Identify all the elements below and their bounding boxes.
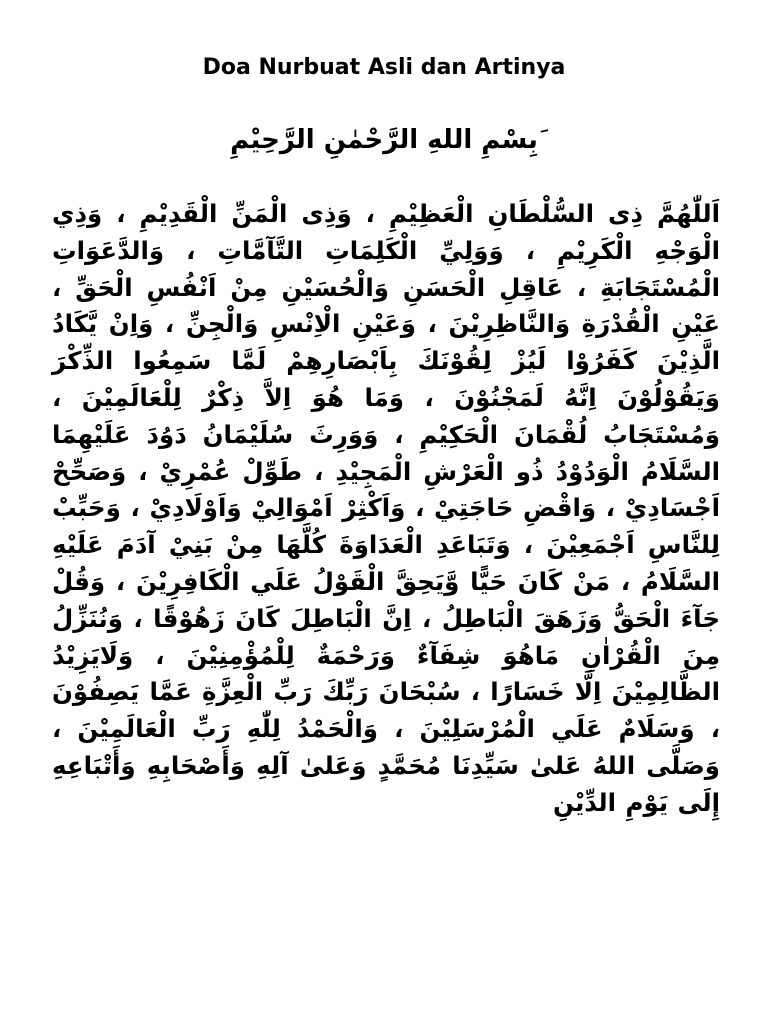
basmala-line: َبِسْمِ اللهِ الرَّحْمٰنِ الرَّحِيْمِ: [230, 125, 538, 155]
prayer-text: اَللّٰهُمَّ ذِى السُّلْطَانِ الْعَظِيْمِ ، وَذِى الْمَنِّ الْقَدِيْمِ ، وَذِي الْوَجْهِ الْكَرِيْمِ ، وَوَلِيِّ الْكَلِمَاتِ التَّآمَّاتِ ، وَالدَّعَوَاتِ الْمُسْتَجَابَةِ ، عَاقِلِ الْحَسَنِ وَالْحُسَيْنِ مِنْ اَنْفُسِ الْحَقِّ ، عَيْنِ الْقُدْرَةِ وَالنَّاظِرِيْنَ ، وَعَيْنِ الْاِنْسِ وَالْجِنِّ ، وَاِنْ يَّكَادُ الَّذِيْنَ كَفَرُوْا لَيُزْ لِقُوْنَكَ بِاَبْصَارِهِمْ لَمَّا سَمِعُوا الذِّكْرَ وَيَقُوْلُوْنَ اِنَّهُ لَمَجْنُوْنَ ، وَمَا هُوَ اِلاَّ ذِكْرٌ لِلْعَالَمِيْنَ ، وَمُسْتَجَابُ لُقْمَانَ الْحَكِيْمِ ، وَوَرِثَ سُلَيْمَانُ دَوُدَ عَلَيْهِمَا السَّلَامُ الْوَدُوْدُ ذُو الْعَرْشِ الْمَجِيْدِ ، طَوِّلْ عُمْرِيْ ، وَصَحِّحْ اَجْسَادِيْ ، وَاقْضِ حَاجَتِيْ ، وَاَكْثِرْ اَمْوَالِيْ وَاَوْلَادِيْ ، وَحَبِّبْ لِلنَّاسِ اَجْمَعِيْنَ ، وَتَبَاعَدِ الْعَدَاوَةَ كُلَّهَا مِنْ بَنِيْ آدَمَ عَلَيْهِ السَّلَامُ ، مَنْ كَانَ حَيًّا وَّيَحِقَّ الْقَوْلُ عَلَي الْكَافِرِيْنَ ، وَقُلْ جَآءَ الْحَقُّ وَزَهَقَ الْبَاطِلُ ، اِنَّ الْبَاطِلَ كَانَ زَهُوْقًا ، وَنُنَزِّلُ مِنَ الْقُرْاٰنِ مَاهُوَ شِفَآءٌ وَرَحْمَةٌ لِلْمُؤْمِنِيْنَ ، وَلَايَزِيْدُ الظَّالِمِيْنَ اِلَّا خَسَارًا ، سُبْحَانَ رَبِّكَ رَبِّ الْعِزَّةِ عَمَّا يَصِفُوْنَ ، وَسَلَامٌ عَلَي الْمُرْسَلِيْنَ ، وَالْحَمْدُ لِلّٰهِ رَبِّ الْعَالَمِيْنَ ، وَصَلَّى اللهُ عَلىٰ سَيِّدِنَا مُحَمَّدٍ وَعَلىٰ آلِهِ وَأَصْحَابِهِ وَأَتْبَاعِهِ إِلَى يَوْمِ الدِّيْنِ: [52, 199, 720, 817]
document-title: Doa Nurbuat Asli dan Artinya: [202, 55, 566, 80]
